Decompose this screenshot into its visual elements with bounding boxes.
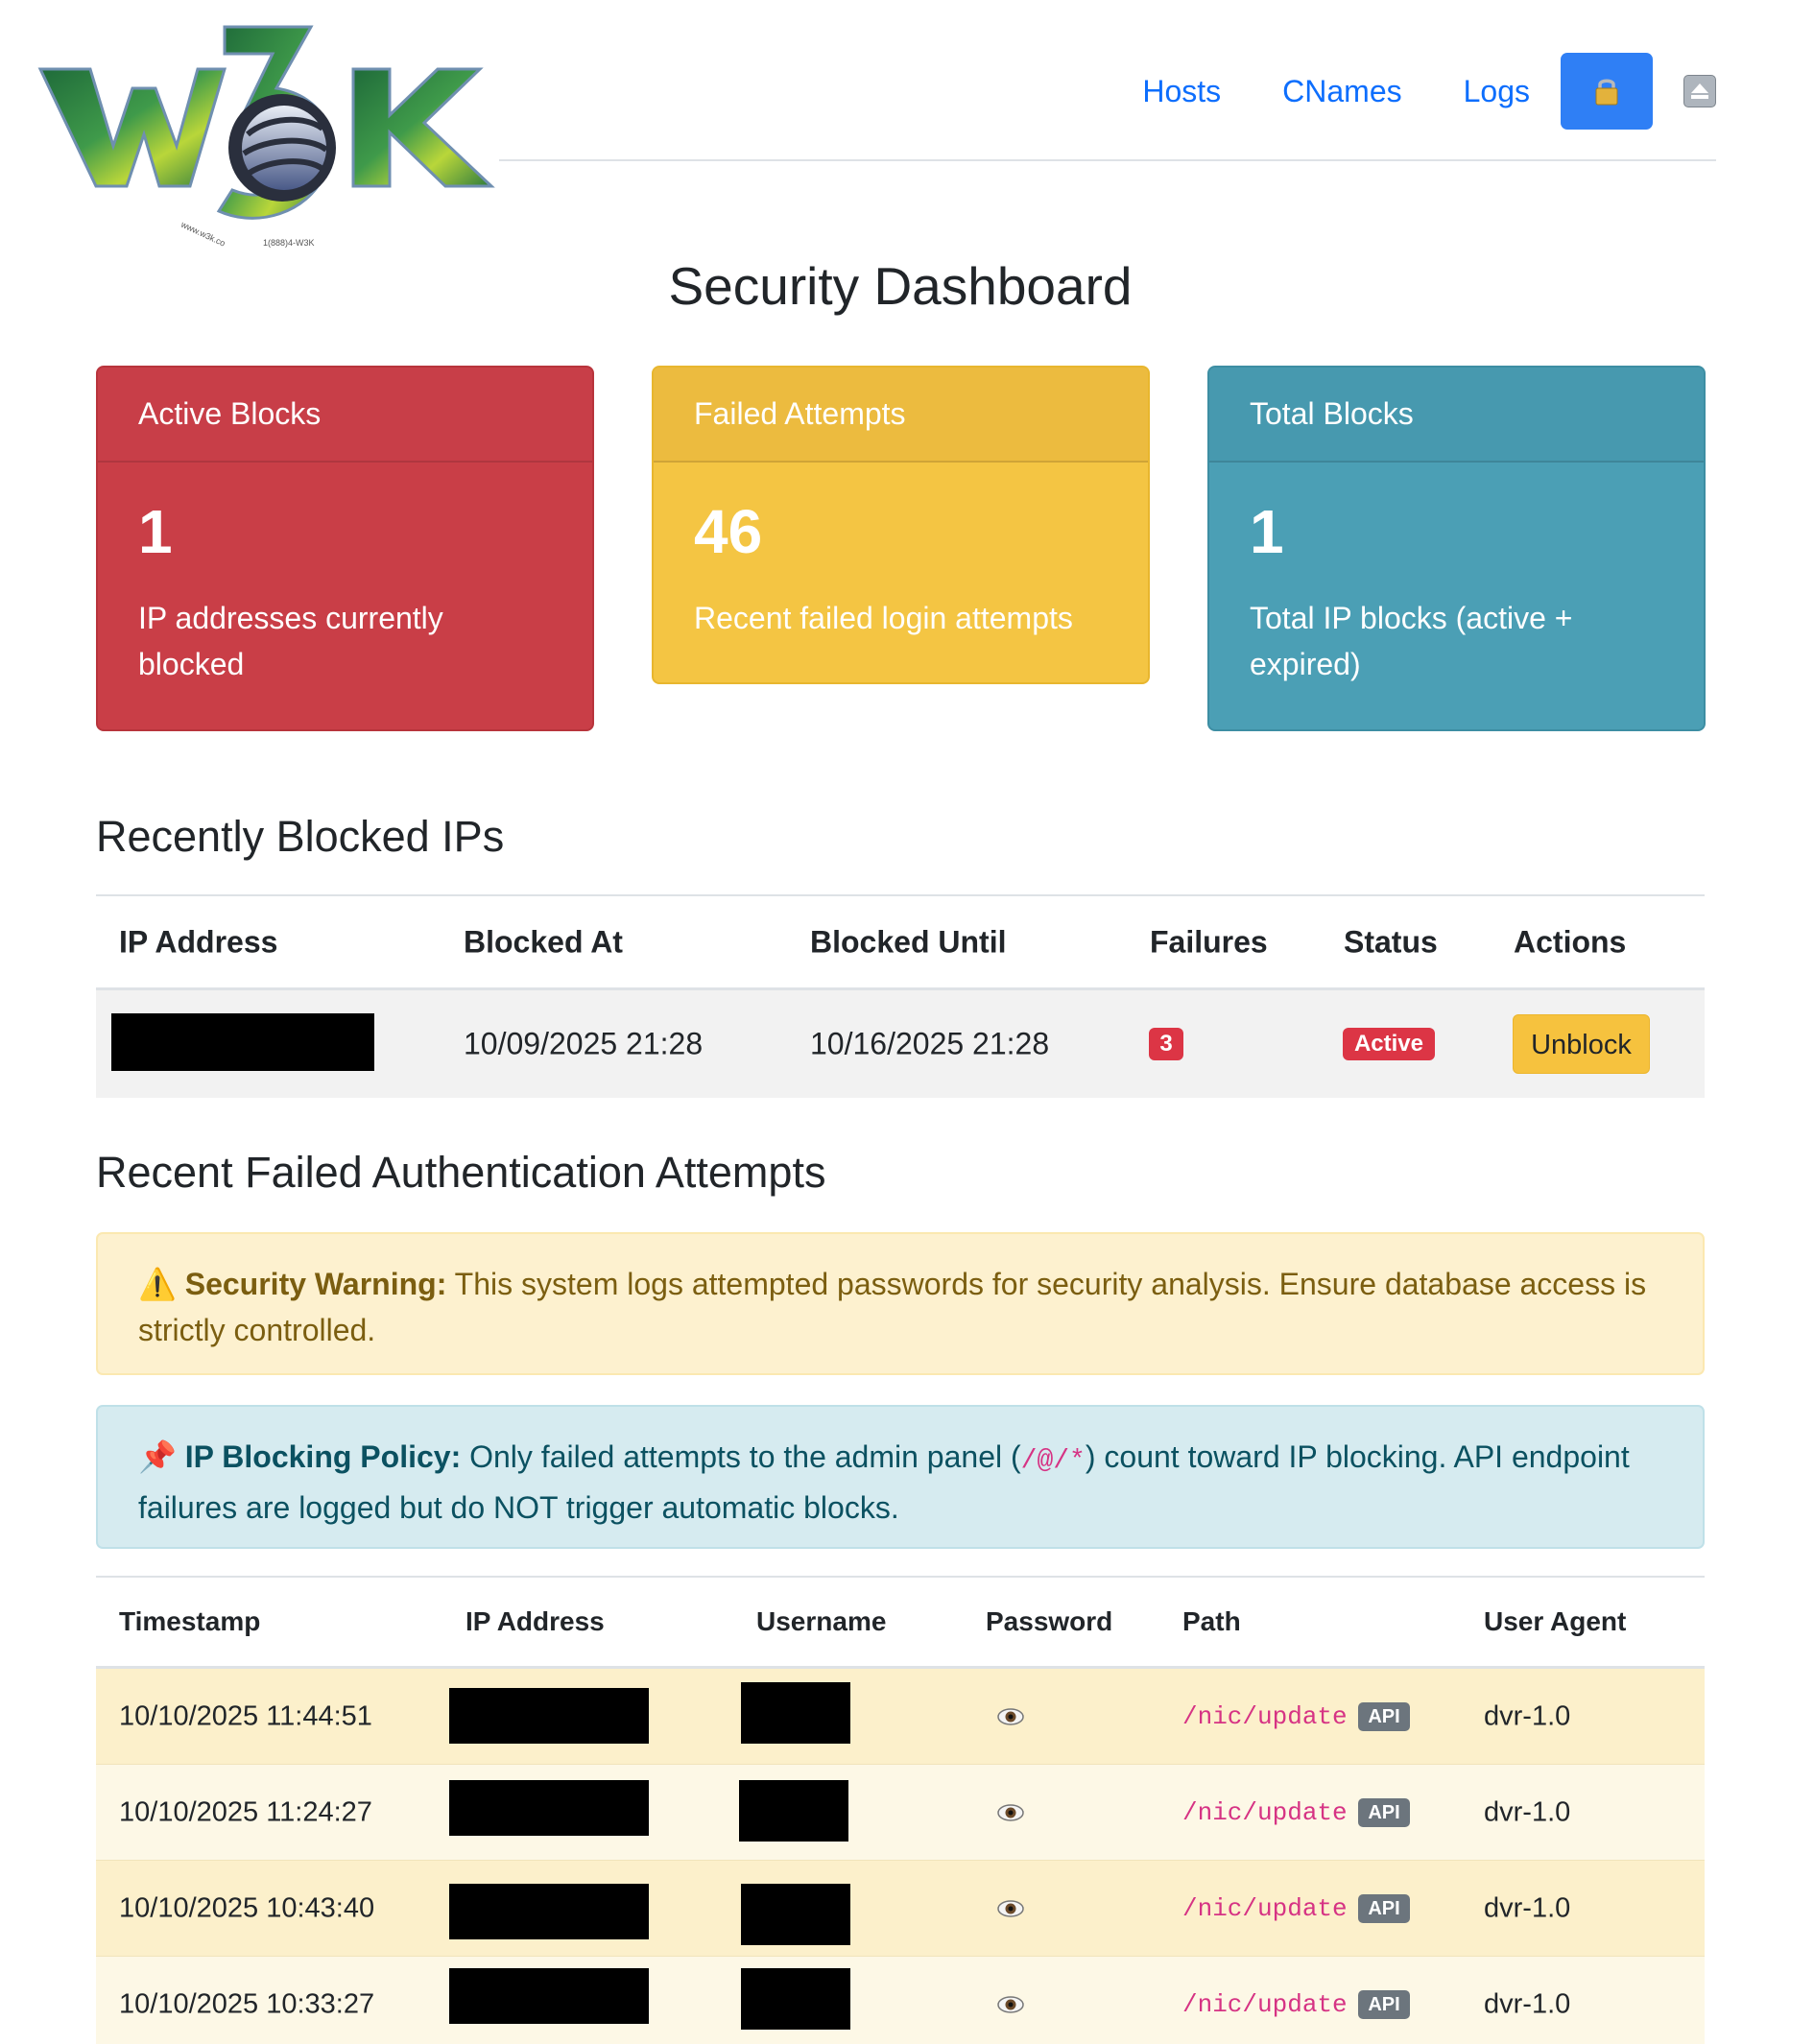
user-agent-cell: dvr-1.0	[1484, 1892, 1571, 1923]
warning-title: Security Warning:	[184, 1267, 447, 1301]
failures-badge: 3	[1149, 1028, 1183, 1060]
col-actions: Actions	[1514, 924, 1627, 959]
page-title: Security Dashboard	[668, 256, 1133, 316]
api-badge: API	[1358, 1894, 1410, 1923]
failed-auth-table	[96, 1576, 1705, 2044]
active-blocks-card	[96, 366, 594, 731]
policy-title: IP Blocking Policy:	[184, 1439, 462, 1474]
col-ip-address: IP Address	[465, 1606, 605, 1636]
pushpin-icon: 📌	[138, 1439, 177, 1474]
path-cell: /nic/update	[1182, 1701, 1348, 1731]
blocked-ips-table	[96, 894, 1705, 1098]
eye-icon[interactable]	[996, 1802, 1025, 1823]
nav-logs-link[interactable]: Logs	[1463, 73, 1530, 108]
path-cell: /nic/update	[1182, 1893, 1348, 1923]
user-agent-cell: dvr-1.0	[1484, 1700, 1571, 1731]
table-row	[96, 990, 1705, 1098]
policy-text: Only failed attempts to the admin panel (	[461, 1439, 1021, 1474]
warning-text: This system logs attempted passwords for security analysis. Ensure database access is strictly controlled.	[138, 1267, 1647, 1347]
status-badge: Active	[1343, 1028, 1435, 1060]
redacted-ip	[449, 1688, 649, 1744]
col-blocked-until: Blocked Until	[810, 924, 1007, 959]
table-row	[96, 1861, 1705, 1957]
redacted-ip	[111, 1013, 374, 1071]
card-description: Recent failed login attempts	[694, 601, 1073, 635]
card-value: 1	[1250, 497, 1284, 566]
ip-blocking-policy-alert	[96, 1405, 1705, 1549]
blocked-ips-heading: Recently Blocked IPs	[96, 812, 505, 861]
blocked-until-value: 10/16/2025 21:28	[810, 1026, 1050, 1061]
col-status: Status	[1344, 924, 1438, 959]
card-header: Total Blocks	[1209, 368, 1704, 463]
redacted-username	[741, 1968, 850, 2030]
col-blocked-at: Blocked At	[464, 924, 623, 959]
col-path: Path	[1182, 1606, 1241, 1636]
col-user-agent: User Agent	[1484, 1606, 1627, 1636]
table-header	[96, 1576, 1705, 1669]
redacted-ip	[449, 1884, 649, 1939]
top-nav	[1142, 53, 1716, 130]
col-ip-address: IP Address	[119, 924, 278, 959]
redacted-ip	[449, 1780, 649, 1836]
failed-attempts-card	[652, 366, 1150, 684]
path-cell: /nic/update	[1182, 1989, 1348, 2019]
svg-text:1(888)4-W3K: 1(888)4-W3K	[263, 238, 315, 248]
card-header: Failed Attempts	[654, 368, 1148, 463]
security-warning-alert	[96, 1232, 1705, 1375]
redacted-username	[739, 1780, 848, 1842]
timestamp-cell: 10/10/2025 10:43:40	[119, 1892, 375, 1923]
header-divider	[499, 159, 1716, 161]
w3k-logo[interactable]	[36, 21, 497, 259]
card-description: Total IP blocks (active + expired)	[1250, 601, 1573, 681]
nav-hosts-link[interactable]: Hosts	[1142, 73, 1222, 108]
timestamp-cell: 10/10/2025 11:24:27	[119, 1796, 372, 1827]
lock-icon	[1594, 76, 1619, 107]
eye-icon[interactable]	[996, 1898, 1025, 1919]
redacted-username	[741, 1682, 850, 1744]
eye-icon[interactable]	[996, 1994, 1025, 2015]
warning-icon: ⚠️	[138, 1267, 177, 1301]
eye-icon[interactable]	[996, 1706, 1025, 1727]
table-row	[96, 1669, 1705, 1765]
timestamp-cell: 10/10/2025 11:44:51	[119, 1700, 372, 1731]
col-username: Username	[756, 1606, 887, 1636]
col-password: Password	[986, 1606, 1113, 1636]
timestamp-cell: 10/10/2025 10:33:27	[119, 1988, 375, 2019]
user-agent-cell: dvr-1.0	[1484, 1796, 1571, 1827]
redacted-ip	[449, 1968, 649, 2024]
redacted-username	[741, 1884, 850, 1945]
col-failures: Failures	[1150, 924, 1268, 959]
unblock-button[interactable]: Unblock	[1513, 1014, 1650, 1074]
total-blocks-card	[1207, 366, 1706, 731]
path-cell: /nic/update	[1182, 1797, 1348, 1827]
col-timestamp: Timestamp	[119, 1606, 261, 1636]
table-row	[96, 1957, 1705, 2044]
card-value: 1	[138, 497, 173, 566]
svg-text:www.w3k.co: www.w3k.co	[179, 219, 227, 249]
card-description: IP addresses currently blocked	[138, 601, 443, 681]
table-row	[96, 1765, 1705, 1861]
api-badge: API	[1358, 1798, 1410, 1827]
card-header: Active Blocks	[98, 368, 592, 463]
policy-text-end: ) count toward IP blocking. API endpoint failures are logged but do NOT trigger automatic blocks.	[138, 1439, 1630, 1525]
card-value: 46	[694, 497, 763, 566]
eject-icon	[1689, 82, 1710, 101]
user-agent-cell: dvr-1.0	[1484, 1988, 1571, 2019]
security-lock-button[interactable]	[1561, 53, 1653, 130]
api-badge: API	[1358, 1990, 1410, 2019]
blocked-at-value: 10/09/2025 21:28	[464, 1026, 704, 1061]
failed-auth-heading: Recent Failed Authentication Attempts	[96, 1148, 826, 1197]
policy-code: /@/*	[1020, 1446, 1086, 1476]
api-badge: API	[1358, 1702, 1410, 1731]
logout-button[interactable]	[1683, 75, 1716, 107]
table-header	[96, 894, 1705, 990]
nav-cnames-link[interactable]: CNames	[1282, 73, 1402, 108]
